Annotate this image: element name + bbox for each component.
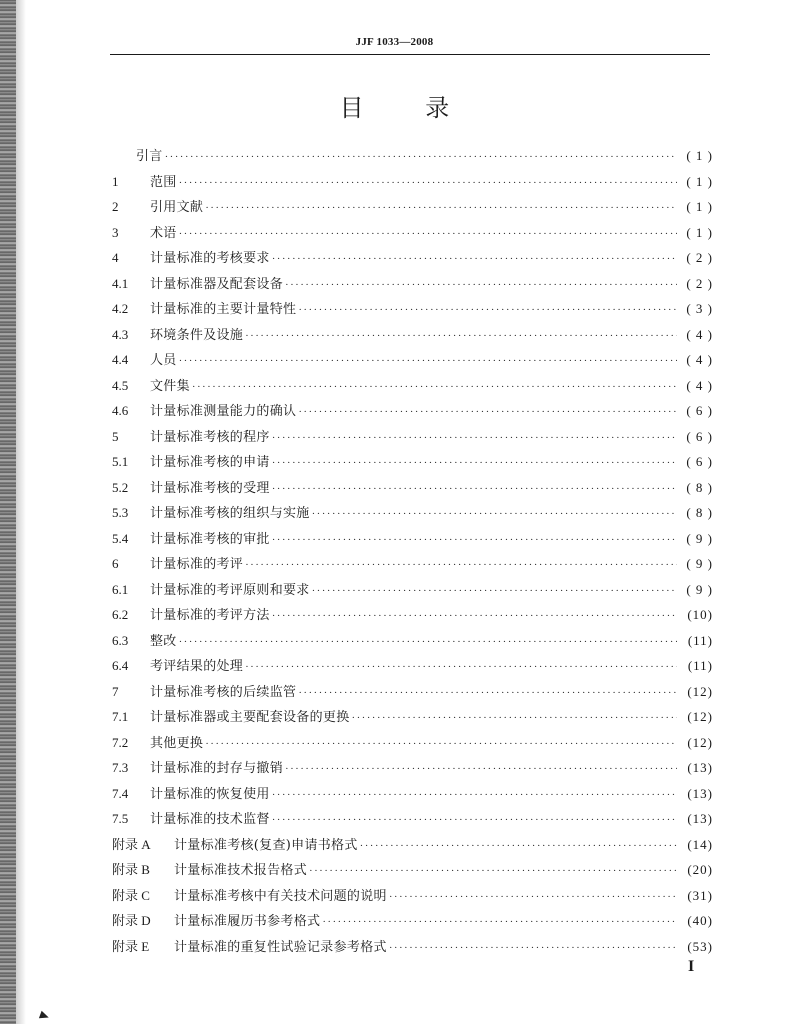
toc-entry-title: 环境条件及设施	[150, 327, 244, 343]
toc-entry-title: 计量标准的考评方法	[150, 608, 270, 623]
toc-entry-title: 计量标准的重复性试验记录参考格式	[174, 939, 387, 955]
toc-leader-dots	[179, 355, 677, 367]
toc-entry-page: ( 4 )	[686, 352, 713, 367]
toc-entry-page: (11)	[687, 632, 713, 648]
toc-entry-page: ( 6 )	[686, 428, 713, 444]
toc-entry-page: (12)	[687, 709, 713, 724]
toc-leader-dots	[285, 279, 677, 291]
toc-leader-dots	[272, 814, 677, 826]
toc-entry-title: 计量标准的主要计量特性	[150, 302, 297, 317]
toc-entry-title: 引用文献	[150, 200, 204, 215]
toc-entry-title: 计量标准的考核要求	[150, 251, 270, 266]
toc-entry[interactable]	[112, 604, 713, 630]
toc-entry-page: (40)	[687, 913, 713, 928]
toc-entry-title: 整改	[150, 633, 177, 649]
toc-entry-page: ( 1 )	[686, 173, 713, 189]
toc-entry-number: 4.5	[112, 377, 129, 393]
toc-entry[interactable]	[112, 808, 713, 834]
toc-entry-title: 计量标准技术报告格式	[174, 863, 308, 878]
toc-entry-number: 6.4	[112, 658, 129, 673]
toc-entry[interactable]	[112, 528, 713, 554]
toc-entry-title: 计量标准履历书参考格式	[174, 914, 321, 929]
toc-entry-title: 计量标准测量能力的确认	[150, 404, 297, 419]
toc-entry-title: 计量标准考核中有关技术问题的说明	[174, 888, 387, 904]
toc-entry-page: ( 9 )	[686, 581, 713, 597]
toc-entry-title: 计量标准的封存与撤销	[150, 761, 284, 776]
toc-entry-page: ( 4 )	[686, 377, 713, 393]
toc-entry-page: (13)	[687, 811, 713, 826]
toc-leader-dots	[179, 636, 677, 648]
toc-entry-page: (12)	[687, 734, 713, 750]
toc-entry-number: 4.6	[112, 403, 129, 418]
toc-entry-number: 附录 B	[112, 862, 150, 877]
toc-leader-dots	[322, 916, 677, 928]
toc-entry[interactable]	[112, 910, 713, 936]
toc-entry-number: 附录 A	[112, 836, 151, 852]
toc-leader-dots	[298, 687, 677, 699]
toc-entry[interactable]	[112, 400, 713, 426]
toc-entry-page: (14)	[687, 836, 713, 852]
toc-entry-title: 计量标准的恢复使用	[150, 786, 270, 802]
toc-entry-number: 7.5	[112, 811, 129, 826]
toc-leader-dots	[205, 738, 677, 750]
toc-entry[interactable]	[112, 349, 713, 375]
toc-leader-dots	[285, 763, 677, 775]
toc-entry-page: ( 3 )	[686, 301, 713, 316]
toc-entry[interactable]	[112, 247, 713, 273]
header-rule	[110, 54, 710, 55]
toc-entry[interactable]	[112, 885, 713, 911]
toc-entry[interactable]	[112, 298, 713, 324]
toc-entry[interactable]	[112, 426, 713, 452]
toc-entry-title: 其他更换	[150, 735, 204, 751]
toc-leader-dots	[272, 534, 677, 546]
toc-entry-page: ( 1 )	[686, 199, 713, 214]
toc-entry-page: ( 2 )	[686, 275, 713, 291]
toc-entry-title: 计量标准的考评	[150, 557, 244, 572]
toc-entry-page: (12)	[687, 683, 713, 699]
toc-leader-dots	[272, 253, 677, 265]
toc-entry-number: 6.3	[112, 632, 129, 648]
scan-edge-shadow	[16, 0, 26, 1024]
toc-leader-dots	[205, 202, 677, 214]
toc-leader-dots	[272, 432, 677, 444]
toc-leader-dots	[352, 712, 677, 724]
toc-leader-dots	[312, 508, 677, 520]
toc-entry-page: (13)	[687, 760, 713, 775]
toc-entry-page: (13)	[687, 785, 713, 801]
toc-entry-title: 引言	[136, 149, 163, 164]
corner-mark	[39, 1011, 50, 1022]
toc-leader-dots	[179, 177, 677, 189]
toc-entry-number: 4.1	[112, 275, 129, 291]
toc-entry[interactable]	[112, 630, 713, 656]
toc-entry-title: 计量标准考核的申请	[150, 455, 270, 470]
page-title: 目 录	[339, 94, 450, 122]
toc-entry-number: 7.3	[112, 760, 129, 775]
toc-entry-number: 6	[112, 556, 119, 571]
toc-entry[interactable]	[112, 196, 713, 222]
toc-entry[interactable]	[112, 171, 713, 197]
toc-entry[interactable]	[112, 451, 713, 477]
toc-entry-title: 计量标准考核的程序	[150, 429, 270, 445]
toc-leader-dots	[272, 610, 677, 622]
toc-entry[interactable]	[112, 859, 713, 885]
toc-leader-dots	[179, 228, 677, 240]
toc-entry-title: 计量标准考核(复查)申请书格式	[174, 837, 358, 853]
toc-entry-title: 文件集	[150, 378, 190, 394]
toc-leader-dots	[272, 789, 677, 801]
toc-leader-dots	[309, 865, 677, 877]
toc-leader-dots	[245, 559, 677, 571]
toc-entry-title: 人员	[150, 353, 177, 368]
toc-entry-number: 7.1	[112, 709, 129, 724]
toc-entry-title: 计量标准器及配套设备	[150, 276, 284, 292]
toc-entry[interactable]	[112, 579, 713, 605]
toc-entry-page: ( 6 )	[686, 454, 713, 469]
toc-entry-number: 附录 D	[112, 913, 151, 928]
toc-leader-dots	[312, 585, 677, 597]
toc-entry-page: ( 1 )	[686, 148, 713, 163]
toc-leader-dots	[272, 457, 677, 469]
toc-entry[interactable]	[112, 375, 713, 401]
toc-entry[interactable]	[112, 655, 713, 681]
toc-leader-dots	[272, 483, 677, 495]
toc-entry-number: 4.2	[112, 301, 129, 316]
running-header: JJF 1033—2008	[355, 36, 434, 48]
toc-entry-title: 计量标准的技术监督	[150, 812, 270, 827]
toc-entry-number: 4	[112, 250, 119, 265]
toc-entry-number: 6.1	[112, 581, 129, 597]
toc-entry[interactable]	[112, 757, 713, 783]
toc-leader-dots	[389, 891, 677, 903]
toc-leader-dots	[298, 406, 677, 418]
toc-entry[interactable]	[112, 783, 713, 809]
toc-entry-title: 考评结果的处理	[150, 659, 244, 674]
toc-entry-number: 5.2	[112, 479, 129, 495]
toc-entry-page: (31)	[687, 887, 713, 903]
toc-entry-page: ( 6 )	[686, 403, 713, 418]
toc-entry-title: 计量标准考核的后续监管	[150, 684, 297, 700]
toc-entry[interactable]	[112, 273, 713, 299]
scan-edge	[0, 0, 16, 1024]
toc-entry-number: 7	[112, 683, 119, 699]
toc-entry-number: 2	[112, 199, 119, 214]
toc-entry[interactable]	[112, 477, 713, 503]
toc-entry[interactable]	[112, 936, 713, 962]
toc-leader-dots	[165, 151, 677, 163]
toc-leader-dots	[360, 840, 677, 852]
toc-entry-page: ( 8 )	[686, 479, 713, 495]
toc-entry-number: 6.2	[112, 607, 129, 622]
page-number: I	[688, 958, 695, 975]
toc-entry-number: 7.4	[112, 785, 129, 801]
toc-entry-number: 4.3	[112, 326, 129, 342]
toc-entry-number: 5	[112, 428, 119, 444]
toc-entry-page: ( 1 )	[686, 224, 713, 240]
toc-entry[interactable]	[112, 681, 713, 707]
toc-entry-title: 术语	[150, 225, 177, 241]
toc-entry-page: ( 9 )	[686, 530, 713, 546]
toc-entry-title: 范围	[150, 174, 177, 190]
toc-entry-page: (11)	[687, 658, 713, 673]
toc-leader-dots	[389, 942, 677, 954]
toc-leader-dots	[245, 661, 677, 673]
toc-entry-page: (20)	[687, 862, 713, 877]
toc-entry[interactable]	[112, 834, 713, 860]
toc-entry-number: 5.3	[112, 505, 129, 520]
toc-entry[interactable]	[112, 222, 713, 248]
toc-entry-page: (10)	[687, 607, 713, 622]
toc-entry-page: (53)	[687, 938, 713, 954]
toc-entry[interactable]	[112, 553, 713, 579]
toc-entry[interactable]	[112, 145, 713, 171]
toc-entry-title: 计量标准考核的审批	[150, 531, 270, 547]
toc-entry-number: 7.2	[112, 734, 129, 750]
toc-entry-title: 计量标准的考评原则和要求	[150, 582, 310, 598]
toc-entry-number: 3	[112, 224, 119, 240]
toc-entry-page: ( 2 )	[686, 250, 713, 265]
toc-entry[interactable]	[112, 706, 713, 732]
toc-leader-dots	[298, 304, 677, 316]
toc-entry-page: ( 4 )	[686, 326, 713, 342]
toc-entry-title: 计量标准器或主要配套设备的更换	[150, 710, 350, 725]
toc-entry[interactable]	[112, 502, 713, 528]
table-of-contents	[112, 145, 713, 961]
toc-entry-page: ( 9 )	[686, 556, 713, 571]
toc-entry[interactable]	[112, 732, 713, 758]
toc-entry-number: 附录 E	[112, 938, 150, 954]
toc-entry-number: 5.4	[112, 530, 129, 546]
toc-entry-title: 计量标准考核的受理	[150, 480, 270, 496]
toc-entry-number: 5.1	[112, 454, 129, 469]
toc-entry-number: 4.4	[112, 352, 129, 367]
toc-entry-number: 1	[112, 173, 119, 189]
toc-entry-title: 计量标准考核的组织与实施	[150, 506, 310, 521]
toc-entry-page: ( 8 )	[686, 505, 713, 520]
toc-leader-dots	[245, 330, 677, 342]
toc-entry[interactable]	[112, 324, 713, 350]
toc-entry-number: 附录 C	[112, 887, 150, 903]
toc-leader-dots	[192, 381, 677, 393]
